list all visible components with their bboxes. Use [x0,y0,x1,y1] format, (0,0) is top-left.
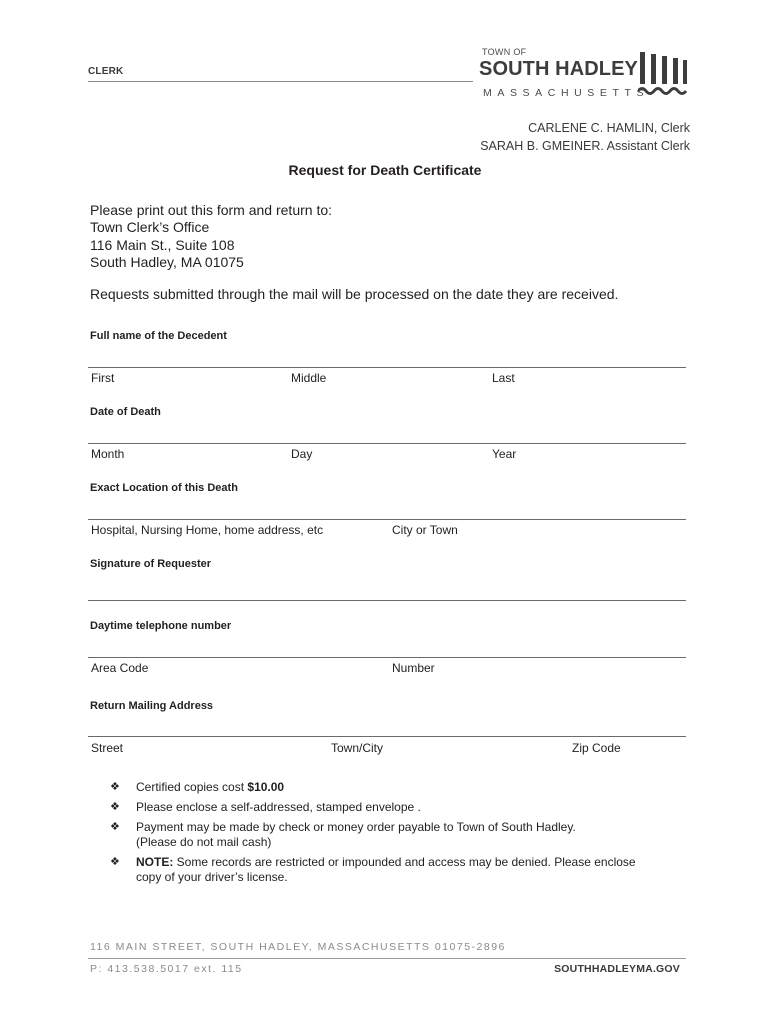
town-city-caption: Town/City [331,741,384,755]
list-item [110,800,670,815]
month-caption: Month [91,447,125,461]
date-of-death-label: Date of Death [90,406,161,418]
license-text: copy of your driver’s license. [136,870,288,884]
decedent-name-label: Full name of the Decedent [90,330,227,342]
diamond-bullet-icon: ❖ [110,821,120,833]
assistant-clerk-name: SARAH B. GMEINER. Assistant Clerk [480,139,690,153]
signature-field[interactable] [88,600,686,601]
street-caption: Street [91,741,124,755]
clerk-name: CARLENE C. HAMLIN, Clerk [528,121,690,135]
instructions-list [110,780,670,890]
restriction-text: Some records are restricted or impounded and access may be denied. Please enclose [173,855,636,869]
location-label: Exact Location of this Death [90,482,238,494]
fee-text: Certified copies cost [136,780,248,794]
footer-phone: P: 413.538.5017 ext. 115 [90,963,243,975]
footer-divider [88,958,686,959]
note-label: NOTE: [136,855,174,869]
list-item [110,820,670,850]
number-caption: Number [392,661,435,675]
phone-field[interactable] [88,657,686,658]
place-caption: Hospital, Nursing Home, home address, etc [91,523,324,537]
zip-code-caption: Zip Code [572,741,621,755]
diamond-bullet-icon: ❖ [110,856,120,868]
mail-processing-note: Requests submitted through the mail will be processed on the date they are received. [90,286,619,302]
intro-line: 116 Main St., Suite 108 [90,236,235,253]
location-field[interactable] [88,519,686,520]
logo-town-of: TOWN OF [482,47,527,57]
last-name-caption: Last [492,371,515,385]
town-logo-icon [638,50,690,102]
middle-name-caption: Middle [291,371,327,385]
decedent-name-field[interactable] [88,367,686,368]
mailing-address-label: Return Mailing Address [90,700,214,712]
date-of-death-field[interactable] [88,443,686,444]
intro-line: Please print out this form and return to: [90,202,333,218]
payment-text: Payment may be made by check or money order payable to Town of South Hadley. [136,820,576,834]
footer-website-link[interactable]: SOUTHHADLEYMA.GOV [554,963,680,975]
intro-line: Town Clerk’s Office [90,219,210,236]
list-item [110,855,670,885]
signature-label: Signature of Requester [90,558,212,570]
return-address-block [90,202,332,271]
mailing-address-field[interactable] [88,736,686,737]
fee-amount: $10.00 [247,780,285,794]
area-code-caption: Area Code [91,661,149,675]
day-caption: Day [291,447,313,461]
year-caption: Year [492,447,517,461]
intro-line: South Hadley, MA 01075 [90,253,244,270]
diamond-bullet-icon: ❖ [110,801,120,813]
logo-town-name: SOUTH HADLEY [479,58,638,80]
form-title: Request for Death Certificate [288,162,482,178]
first-name-caption: First [91,371,115,385]
footer-address: 116 MAIN STREET, SOUTH HADLEY, MASSACHUSETTS 01075-2896 [90,941,506,953]
logo-state: MASSACHUSETTS [483,87,650,99]
section-label: CLERK [88,66,124,77]
header-divider [88,81,473,82]
city-town-caption: City or Town [392,523,458,537]
phone-label: Daytime telephone number [90,620,232,632]
diamond-bullet-icon: ❖ [110,781,120,793]
payment-note: (Please do not mail cash) [136,835,272,849]
list-item [110,780,670,795]
envelope-text: Please enclose a self-addressed, stamped envelope . [136,800,421,814]
